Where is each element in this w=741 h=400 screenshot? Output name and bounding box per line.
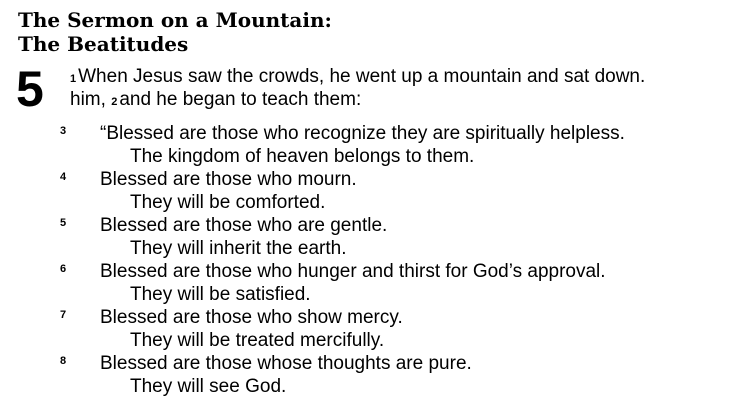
verse-number: 3 [60, 125, 67, 137]
intro-text-2a: him, [70, 89, 106, 110]
verse-7 [0, 307, 741, 353]
verse-3 [0, 123, 741, 169]
verse-number: 2 [111, 96, 118, 108]
verse-6 [0, 261, 741, 307]
intro-text-1: When Jesus saw the crowds, he went up a mountain and sat down. [78, 66, 646, 87]
verse-4 [0, 169, 741, 215]
verse-line-1: Blessed are those who are gentle. [100, 215, 388, 236]
heading-line-2: The Beatitudes [18, 32, 189, 56]
verse-number: 5 [60, 217, 67, 229]
verse-line-1: Blessed are those who hunger and thirst for God’s approval. [100, 261, 606, 282]
intro-text-2b: and he began to teach them: [119, 89, 362, 110]
verse-number: 1 [70, 73, 77, 85]
verse-line-2: They will be comforted. [130, 192, 326, 213]
verse-line-2: They will be satisfied. [130, 284, 311, 305]
verse-number: 8 [60, 355, 67, 367]
intro-line-1 [70, 66, 645, 88]
intro-line-2 [70, 89, 361, 111]
verse-number: 6 [60, 263, 67, 275]
verse-line-1: Blessed are those who mourn. [100, 169, 357, 190]
verse-number: 4 [60, 171, 67, 183]
verse-line-2: They will see God. [130, 376, 287, 397]
verse-line-2: They will be treated mercifully. [130, 330, 385, 351]
verse-line-1: “Blessed are those who recognize they are spiritually helpless. [100, 123, 625, 144]
verse-5 [0, 215, 741, 261]
verse-line-1: Blessed are those whose thoughts are pure. [100, 353, 472, 374]
heading-line-1: The Sermon on a Mountain: [18, 8, 332, 32]
verse-number: 7 [60, 309, 67, 321]
chapter-number: 5 [16, 61, 44, 117]
verse-line-1: Blessed are those who show mercy. [100, 307, 403, 328]
verse-8 [0, 353, 741, 399]
verse-line-2: They will inherit the earth. [130, 238, 347, 259]
verse-line-2: The kingdom of heaven belongs to them. [130, 146, 475, 167]
